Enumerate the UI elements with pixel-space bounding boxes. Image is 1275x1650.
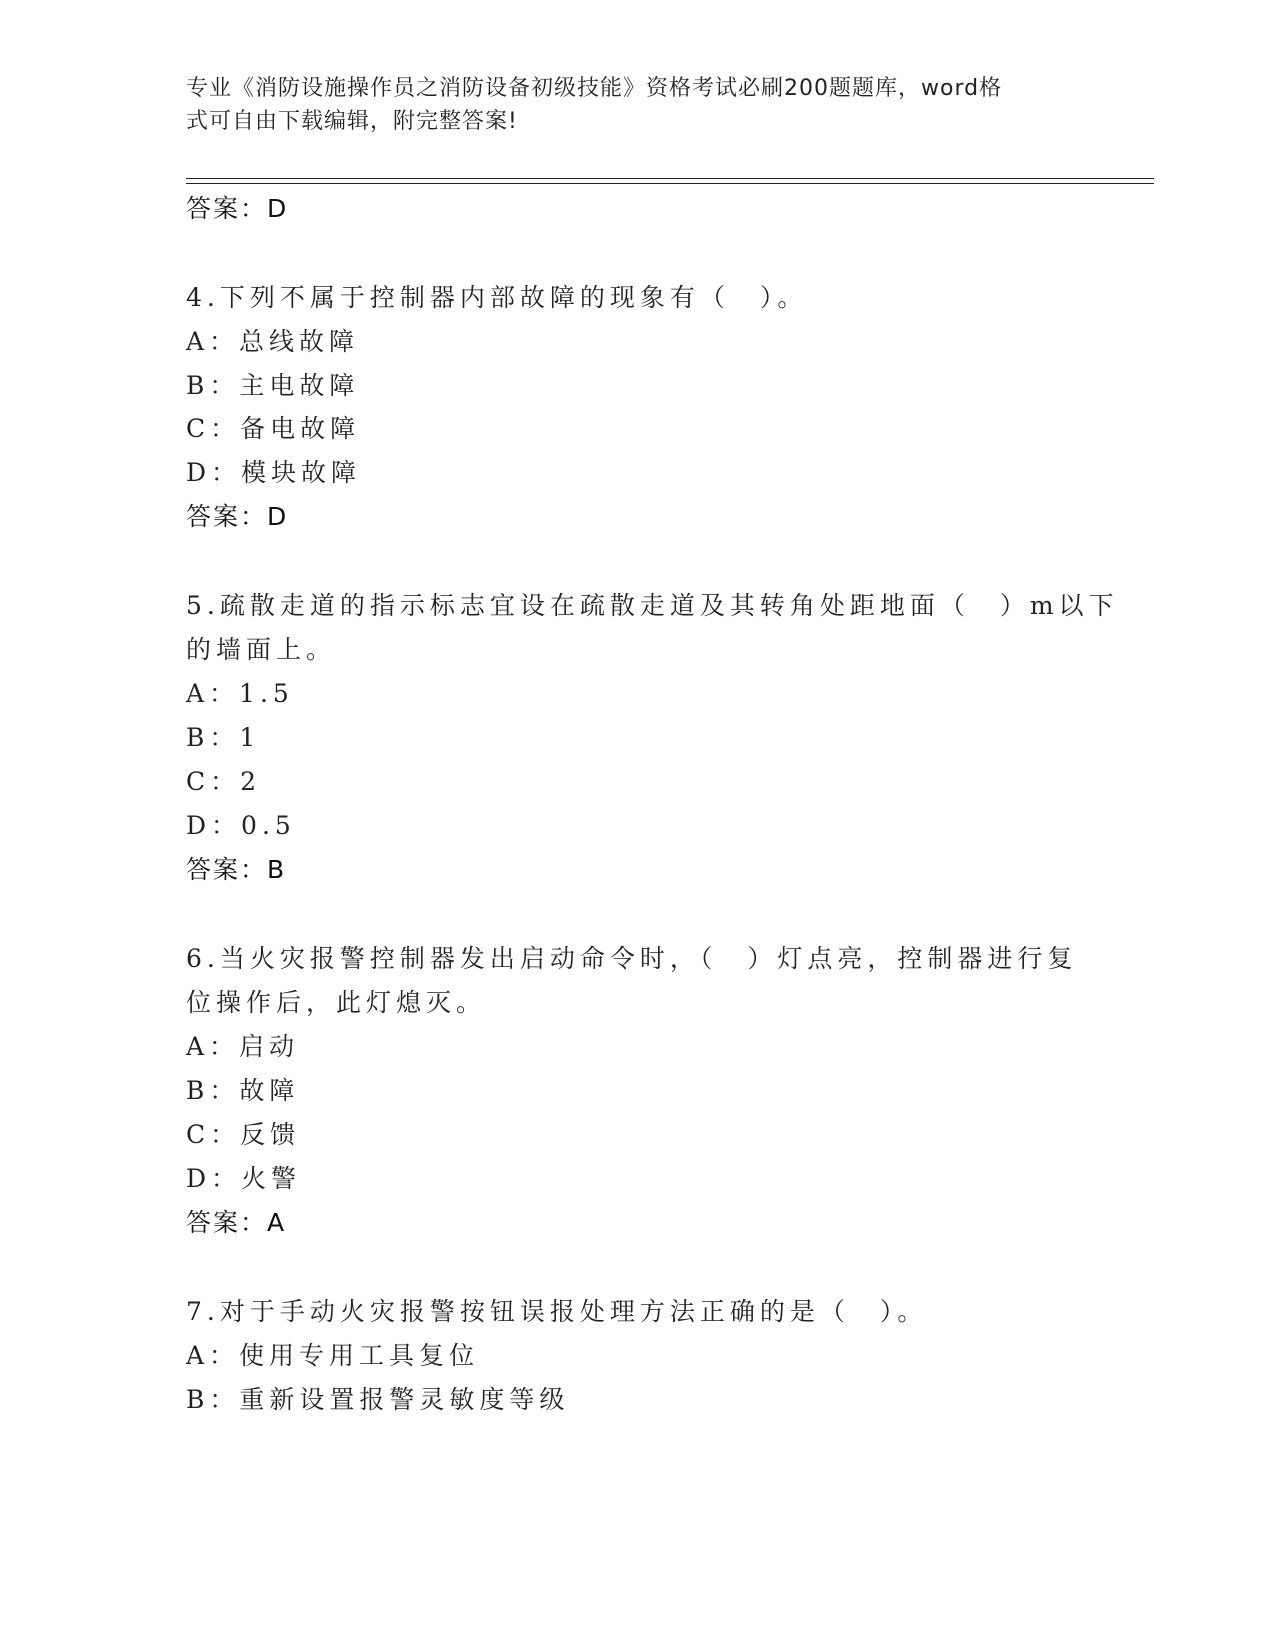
header-line-1: 专业《消防设施操作员之消防设备初级技能》资格考试必刷200题题库，word格 <box>186 76 1003 101</box>
document-header <box>186 72 1066 138</box>
header-line-2: 式可自由下载编辑，附完整答案! <box>186 109 518 134</box>
question-4-option-a: A：总线故障 <box>186 327 360 356</box>
question-4-option-d: D：模块故障 <box>186 458 362 487</box>
question-4-option-b: B：主电故障 <box>186 371 360 400</box>
question-4-text: 4.下列不属于控制器内部故障的现象有（ ）。 <box>186 283 808 312</box>
question-5-option-b: B：1 <box>186 723 261 752</box>
answer-line: 答案：D <box>186 194 289 223</box>
question-6-text-line-2: 位操作后，此灯熄灭。 <box>186 988 487 1017</box>
question-5-text-line-2: 的墙面上。 <box>186 635 337 664</box>
question-6-option-c: C：反馈 <box>186 1120 301 1149</box>
header-divider-top <box>186 178 1154 179</box>
question-6-text-line-1: 6.当火灾报警控制器发出启动命令时，（ ）灯点亮，控制器进行复 <box>186 944 1078 973</box>
question-5-answer: 答案：B <box>186 855 287 884</box>
header-divider-bottom <box>186 183 1154 184</box>
question-6-answer: 答案：A <box>186 1208 287 1237</box>
question-4-option-c: C：备电故障 <box>186 414 361 443</box>
question-6-option-a: A：启动 <box>186 1032 300 1061</box>
question-7-text: 7.对于手动火灾报警按钮误报处理方法正确的是（ ）。 <box>186 1297 928 1326</box>
question-4-answer: 答案：D <box>186 502 289 531</box>
question-6-option-b: B：故障 <box>186 1076 300 1105</box>
question-5-option-d: D：0.5 <box>186 811 296 840</box>
question-5-option-c: C：2 <box>186 767 262 796</box>
question-6-option-d: D：火警 <box>186 1164 302 1193</box>
question-7-option-b: B：重新设置报警灵敏度等级 <box>186 1385 570 1414</box>
question-5-text-line-1: 5.疏散走道的指示标志宜设在疏散走道及其转角处距地面（ ）m以下 <box>186 591 1119 620</box>
question-5-option-a: A：1.5 <box>186 679 294 708</box>
question-7-option-a: A：使用专用工具复位 <box>186 1341 480 1370</box>
